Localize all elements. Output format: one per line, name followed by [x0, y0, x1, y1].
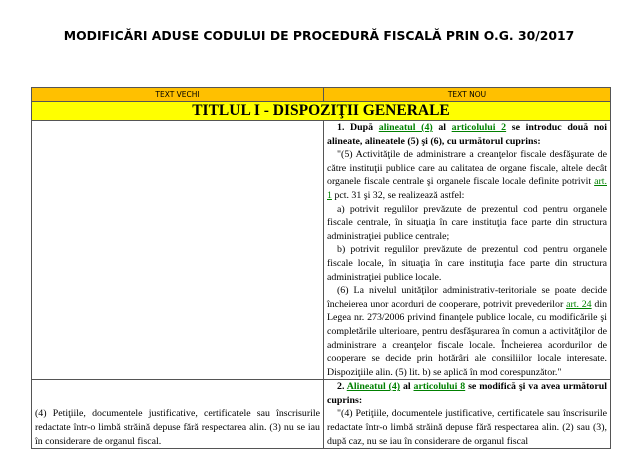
header-new-text: TEXT NOU	[324, 88, 611, 102]
link-art-1[interactable]: art. 1	[327, 176, 607, 201]
paragraph-6: (6) La nivelul unităţilor administrativ-teritoriale se poate decide încheierea unor acorduri de cooperare, potrivit prevederilor art. 24 din Legea nr. 273/2006 privind finanţele publice locale, cu modificările şi completările ulterioare, pentru desfăşurarea în comun a activităţilor de administrare a creanţelor fiscale locale. Încheierea acordurilor de cooperare se decide prin hotărâri ale consiliilor locale interesate. Dispoziţiile alin. (5) lit. b) se aplică în mod corespunzător."	[327, 285, 608, 378]
comparison-table	[31, 87, 611, 449]
section-title: TITLUL I - DISPOZIŢII GENERALE	[32, 102, 611, 121]
link-articolului-8[interactable]: articolului 8	[413, 381, 466, 393]
old-text-cell	[32, 380, 324, 449]
link-articolului-2[interactable]: articolului 2	[451, 122, 507, 133]
link-art-24[interactable]: art. 24	[566, 298, 592, 310]
header-old-text: TEXT VECHI	[32, 88, 324, 102]
amendment-2-heading: 2. Alineatul (4) al articolului 8 se modifică şi va avea următorul cuprins:	[327, 381, 607, 406]
amendment-1-heading: 1. După alineatul (4) al articolului 2 se introduc două noi alineate, alineatele (5) şi (6), cu următorul cuprins:	[327, 122, 607, 147]
link-alineatul-4-art8[interactable]: Alineatul (4)	[346, 381, 401, 393]
table-row	[32, 380, 611, 449]
table-row	[32, 121, 611, 380]
paragraph-5-a: a) potrivit regulilor prevăzute de prezentul cod pentru organele fiscale centrale, în situaţia în care instituţia face parte din structura administraţiei publice centrale;	[327, 203, 607, 242]
new-text-cell	[324, 380, 611, 449]
paragraph-5: "(5) Activităţile de administrare a creanţelor fiscale desfăşurate de către instituţii publice care au calitatea de organe fiscale, altele decât organele fiscale centrale şi organele fiscale locale definite potrivit art. 1 pct. 31 şi 32, se realizează astfel:	[327, 149, 607, 201]
section-title-row	[32, 102, 611, 121]
old-paragraph-4: (4) Petiţiile, documentele justificative, certificatele sau înscrisurile redactate într-o limbă străină depuse fără respectarea alin. (3) nu se iau în considerare de organul fiscal.	[35, 408, 320, 447]
link-alineatul-4[interactable]: alineatul (4)	[378, 122, 433, 133]
document-title: MODIFICĂRI ADUSE CODULUI DE PROCEDURĂ FISCALĂ PRIN O.G. 30/2017	[63, 28, 575, 43]
new-text-cell	[324, 121, 611, 380]
table-header-row	[32, 88, 611, 102]
old-text-cell	[32, 121, 324, 380]
paragraph-5-b: b) potrivit regulilor prevăzute de prezentul cod pentru organele fiscale locale, în situaţia în care instituţia face parte din structura administraţiei publice locale.	[327, 244, 607, 283]
new-paragraph-4: "(4) Petiţiile, documentele justificative, certificatele sau înscrisurile redactate într-o limbă străină depuse fără respectarea alin. (2) sau (3), după caz, nu se iau în considerare de organul fiscal	[327, 408, 607, 447]
